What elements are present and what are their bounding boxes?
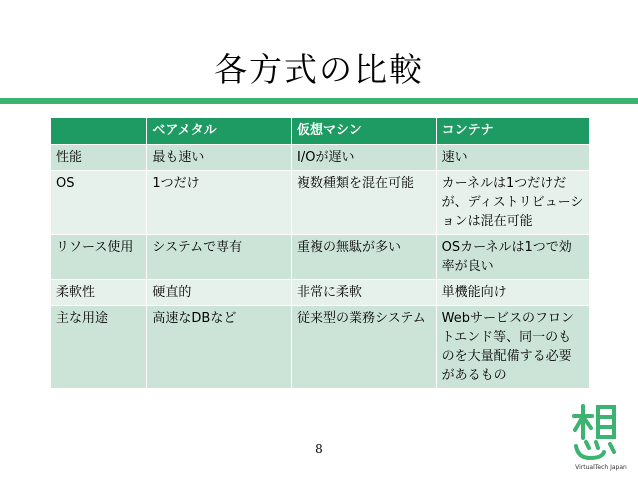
table-cell: Webサービスのフロントエンド等、同一のものを大量配備する必要があるもの bbox=[436, 306, 589, 389]
comparison-table bbox=[50, 117, 590, 389]
row-label: OS bbox=[51, 171, 147, 235]
header-cell-empty bbox=[51, 118, 147, 145]
table-row bbox=[51, 171, 590, 235]
logo-text: VirtualTech Japan bbox=[575, 464, 627, 471]
title-divider bbox=[0, 98, 638, 104]
row-label: 柔軟性 bbox=[51, 280, 147, 306]
table-cell: 1つだけ bbox=[147, 171, 292, 235]
row-label: リソース使用 bbox=[51, 235, 147, 280]
table-cell: 硬直的 bbox=[147, 280, 292, 306]
row-label: 性能 bbox=[51, 145, 147, 171]
row-label: 主な用途 bbox=[51, 306, 147, 389]
table-row bbox=[51, 145, 590, 171]
table-cell: 複数種類を混在可能 bbox=[292, 171, 437, 235]
header-cell-vm: 仮想マシン bbox=[292, 118, 437, 145]
table-cell: 非常に柔軟 bbox=[292, 280, 437, 306]
table-cell: 高速なDBなど bbox=[147, 306, 292, 389]
table-header-row bbox=[51, 118, 590, 145]
table-cell: カーネルは1つだけだが、ディストリビューションは混在可能 bbox=[436, 171, 589, 235]
table-cell: 重複の無駄が多い bbox=[292, 235, 437, 280]
table-cell: 最も速い bbox=[147, 145, 292, 171]
header-cell-baremetal: ベアメタル bbox=[147, 118, 292, 145]
table-cell: 従来型の業務システム bbox=[292, 306, 437, 389]
table-row bbox=[51, 280, 590, 306]
table-row bbox=[51, 235, 590, 280]
company-logo bbox=[566, 402, 636, 476]
header-cell-container: コンテナ bbox=[436, 118, 589, 145]
page-number: 8 bbox=[315, 442, 323, 456]
table-cell: I/Oが遅い bbox=[292, 145, 437, 171]
table-cell: システムで専有 bbox=[147, 235, 292, 280]
table-cell: 速い bbox=[436, 145, 589, 171]
slide-title: 各方式の比較 bbox=[214, 50, 424, 89]
table-row bbox=[51, 306, 590, 389]
virtualtech-logo-icon bbox=[566, 402, 636, 464]
table-cell: 単機能向け bbox=[436, 280, 589, 306]
table-cell: OSカーネルは1つで効率が良い bbox=[436, 235, 589, 280]
